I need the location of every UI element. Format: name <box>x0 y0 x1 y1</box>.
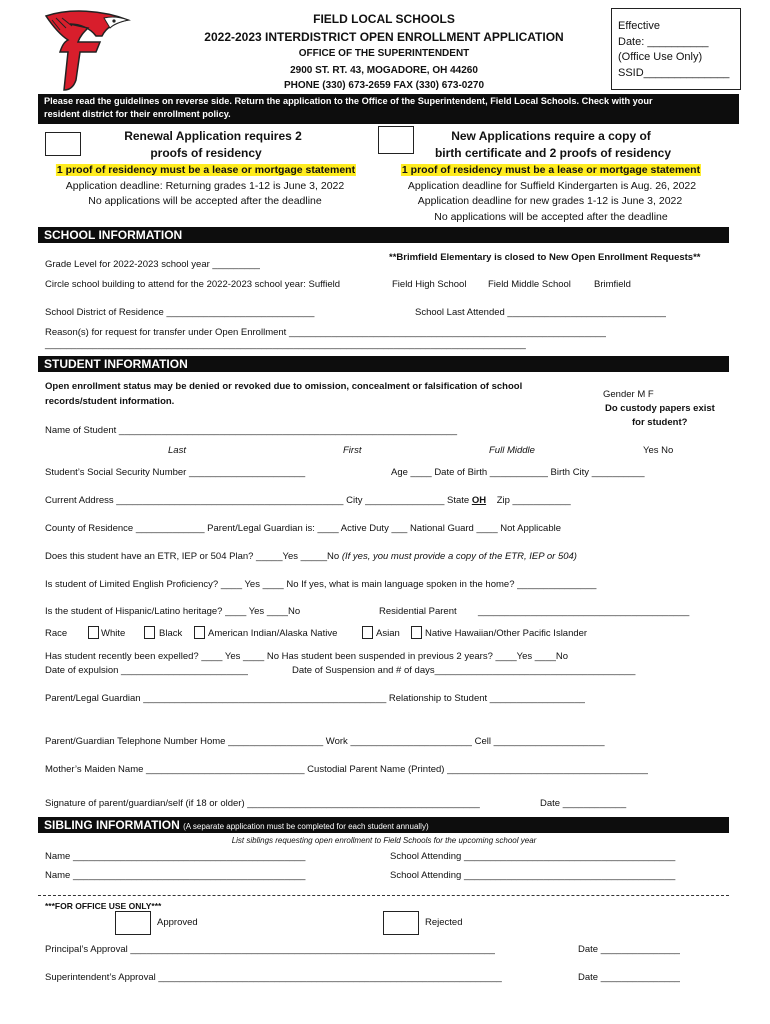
superintendent-approval-field[interactable]: Superintendent’s Approval _________________________________________________________________ <box>45 972 502 983</box>
grade-level-field[interactable]: Grade Level for 2022-2023 school year _________ <box>45 259 260 270</box>
hispanic-question[interactable]: Is the student of Hispanic/Latino heritage? ____ Yes ____No <box>45 606 301 617</box>
falsification-warning-2: records/student information. <box>45 396 175 407</box>
office-name: OFFICE OF THE SUPERINTENDENT <box>298 48 470 59</box>
school-last-attended-field[interactable]: School Last Attended ______________________________ <box>415 307 666 318</box>
building-option-high[interactable]: Field High School <box>392 279 467 290</box>
sibling-info-heading <box>38 817 729 833</box>
office-address: 2900 ST. RT. 43, MOGADORE, OH 44260 <box>290 65 478 76</box>
race-american-indian-checkbox[interactable] <box>194 626 205 639</box>
renewal-checkbox[interactable] <box>45 132 81 156</box>
signature-field[interactable]: Signature of parent/guardian/self (if 18 or older) ____________________________________________ <box>45 798 480 809</box>
custody-question-2: for student? <box>632 417 688 428</box>
suspension-date-field[interactable]: Date of Suspension and # of days______________________________________ <box>292 665 636 676</box>
renewal-deadline: Application deadline: Returning grades 1-12 is June 3, 2022 <box>65 180 345 192</box>
lep-question[interactable]: Is student of Limited English Proficiency? ____ Yes ____ No If yes, what is main language spoken in the home? _______________ <box>45 579 597 590</box>
building-option-middle[interactable]: Field Middle School <box>488 279 571 290</box>
residential-parent-field[interactable]: ________________________________________ <box>478 606 690 617</box>
office-use-only-note: (Office Use Only) <box>618 51 703 63</box>
race-asian-checkbox[interactable] <box>362 626 373 639</box>
student-name-field[interactable]: Name of Student ________________________________________________________________ <box>45 425 458 436</box>
approved-checkbox[interactable] <box>115 911 151 935</box>
falsification-warning-1: Open enrollment status may be denied or revoked due to omission, concealment or falsification of school <box>45 381 523 392</box>
principal-date-field[interactable]: Date _______________ <box>578 944 680 955</box>
office-use-divider <box>38 895 729 896</box>
maiden-custodial-fields[interactable]: Mother’s Maiden Name ______________________________ Custodial Parent Name (Printed) ______________________________________ <box>45 764 648 775</box>
sibling-name-1[interactable]: Name ____________________________________________ <box>45 851 306 862</box>
student-info-heading: STUDENT INFORMATION <box>38 356 729 372</box>
sibling-heading-text: SIBLING INFORMATION <box>44 818 180 832</box>
etr-question-text: Does this student have an ETR, IEP or 504 Plan? _____Yes _____No <box>45 551 342 562</box>
new-app-highlight: 1 proof of residency must be a lease or mortgage statement <box>401 164 701 176</box>
superintendent-date-field[interactable]: Date _______________ <box>578 972 680 983</box>
intro-line-1: Please read the guidelines on reverse side. Return the application to the Office of the Superintendent, Field Local Schools. Check with your <box>44 96 653 106</box>
principal-approval-field[interactable]: Principal’s Approval _____________________________________________________________________ <box>45 944 495 955</box>
renewal-residency-note <box>56 164 356 176</box>
sibling-heading-note: (A separate application must be completed for each student annually) <box>183 822 429 831</box>
etr-note: (If yes, you must provide a copy of the ETR, IEP or 504) <box>341 551 577 562</box>
new-app-grades-deadline: Application deadline for new grades 1-12 is June 3, 2022 <box>417 195 683 207</box>
sibling-school-2[interactable]: School Attending ________________________________________ <box>390 870 676 881</box>
current-address-field[interactable] <box>45 495 571 506</box>
race-hawaiian-checkbox[interactable] <box>411 626 422 639</box>
zip-field[interactable]: Zip ___________ <box>496 495 571 506</box>
brimfield-closed-note: **Brimfield Elementary is closed to New Open Enrollment Requests** <box>389 252 701 263</box>
signature-date-field[interactable]: Date ____________ <box>540 798 627 809</box>
school-name: FIELD LOCAL SCHOOLS <box>313 12 455 26</box>
race-black-label: Black <box>159 628 183 639</box>
first-name-caption: First <box>343 445 362 456</box>
address-city-state-label: Current Address ___________________________________________ City _______________ State <box>45 495 470 506</box>
renewal-title-2: proofs of residency <box>150 146 262 160</box>
new-app-title-2: birth certificate and 2 proofs of residency <box>434 146 672 160</box>
effective-date-field[interactable]: Date: __________ <box>618 36 709 48</box>
rejected-checkbox[interactable] <box>383 911 419 935</box>
middle-name-caption: Full Middle <box>489 445 535 456</box>
new-app-residency-note <box>401 164 701 176</box>
new-application-checkbox[interactable] <box>378 126 414 154</box>
race-asian-label: Asian <box>376 628 400 639</box>
race-black-checkbox[interactable] <box>144 626 155 639</box>
district-of-residence-field[interactable]: School District of Residence ____________________________ <box>45 307 315 318</box>
sibling-name-2[interactable]: Name ____________________________________________ <box>45 870 306 881</box>
transfer-reason-field[interactable]: Reason(s) for request for transfer under Open Enrollment ____________________________________________________________ <box>45 327 606 338</box>
form-title: 2022-2023 INTERDISTRICT OPEN ENROLLMENT APPLICATION <box>204 30 564 44</box>
race-american-indian-label: American Indian/Alaska Native <box>208 628 338 639</box>
approved-label: Approved <box>157 917 198 928</box>
office-phone-fax: PHONE (330) 673-2659 FAX (330) 673-0270 <box>283 80 485 91</box>
school-info-heading: SCHOOL INFORMATION <box>38 227 729 243</box>
rejected-label: Rejected <box>425 917 463 928</box>
ssn-field[interactable]: Student’s Social Security Number ______________________ <box>45 467 306 478</box>
race-white-label: White <box>101 628 126 639</box>
race-label: Race <box>45 628 68 639</box>
renewal-highlight: 1 proof of residency must be a lease or mortgage statement <box>56 164 356 176</box>
intro-line-2: resident district for their enrollment policy. <box>44 109 231 119</box>
residential-parent-label: Residential Parent <box>379 606 457 617</box>
new-app-no-late: No applications will be accepted after the deadline <box>434 211 668 223</box>
transfer-reason-line-2[interactable]: ___________________________________________________________________________________________ <box>45 339 526 350</box>
county-guardian-status-field[interactable]: County of Residence _____________ Parent/Legal Guardian is: ____ Active Duty ___ National Guard ____ Not Applicable <box>45 523 561 534</box>
expulsion-date-field[interactable]: Date of expulsion ________________________ <box>45 665 248 676</box>
guardian-relationship-field[interactable]: Parent/Legal Guardian ______________________________________________ Relationship to Student __________________ <box>45 693 585 704</box>
sibling-school-1[interactable]: School Attending ________________________________________ <box>390 851 676 862</box>
sibling-subnote: List siblings requesting open enrollment to Field Schools for the upcoming school year <box>231 836 537 845</box>
office-use-heading: ***FOR OFFICE USE ONLY*** <box>45 901 162 911</box>
race-hawaiian-label: Native Hawaiian/Other Pacific Islander <box>425 628 588 639</box>
renewal-no-late: No applications will be accepted after the deadline <box>88 195 322 207</box>
age-dob-birthcity-field[interactable]: Age ____ Date of Birth ___________ Birth City __________ <box>391 467 645 478</box>
custody-yes-no[interactable]: Yes No <box>643 445 674 456</box>
effective-label: Effective <box>618 20 660 32</box>
building-option-brimfield[interactable]: Brimfield <box>594 279 631 290</box>
state-value: OH <box>471 495 487 506</box>
new-app-title-1: New Applications require a copy of <box>451 129 651 143</box>
circle-building-label: Circle school building to attend for the 2022-2023 school year: Suffield <box>45 279 341 290</box>
falcon-logo <box>40 6 132 92</box>
gender-options[interactable]: Gender M F <box>603 389 654 400</box>
expelled-suspended-question[interactable]: Has student recently been expelled? ____ Yes ____ No Has student been suspended in previous 2 years? ____Yes ____No <box>45 651 569 662</box>
custody-question-1: Do custody papers exist <box>605 403 715 414</box>
new-app-kindergarten-deadline: Application deadline for Suffield Kindergarten is Aug. 26, 2022 <box>407 180 697 192</box>
ssid-field[interactable]: SSID______________ <box>618 67 730 79</box>
guardian-phone-fields[interactable]: Parent/Guardian Telephone Number Home __________________ Work _______________________ Cell _____________________ <box>45 736 605 747</box>
etr-iep-504-question[interactable] <box>45 551 577 562</box>
race-white-checkbox[interactable] <box>88 626 99 639</box>
renewal-title-1: Renewal Application requires 2 <box>124 129 302 143</box>
last-name-caption: Last <box>168 445 186 456</box>
